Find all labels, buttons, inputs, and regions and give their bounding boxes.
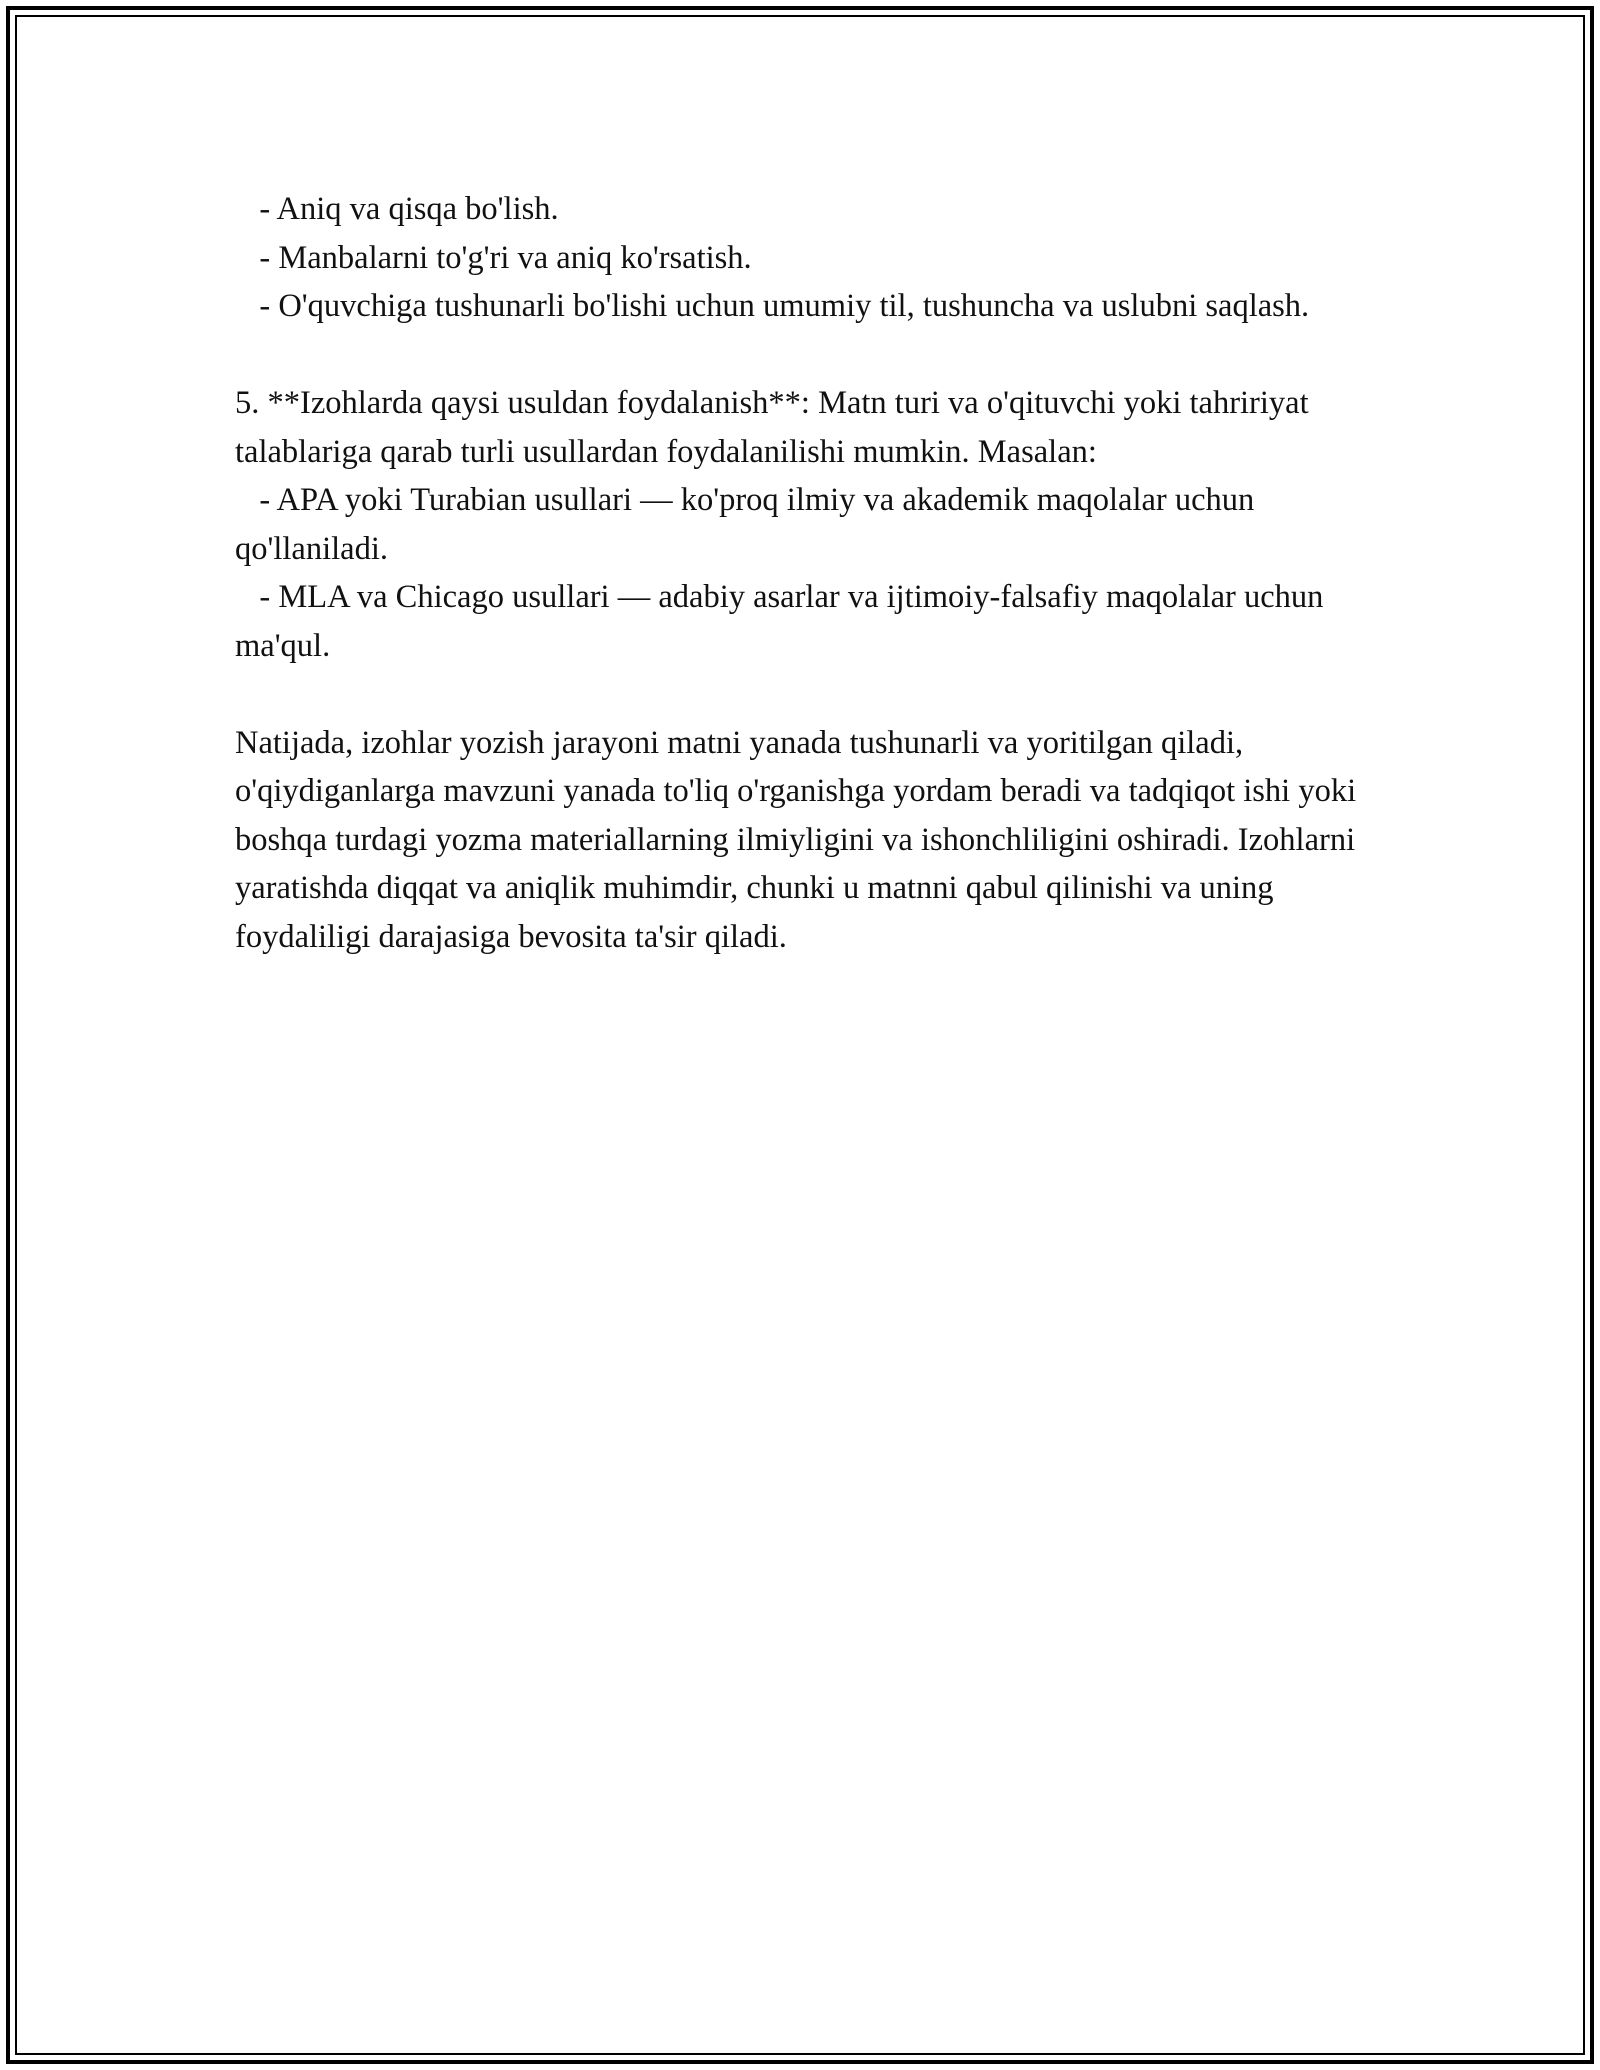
document-body xyxy=(235,185,1385,961)
paragraph-spacer xyxy=(235,670,1385,719)
bullet-item: - Manbalarni to'g'ri va aniq ko'rsatish. xyxy=(235,239,752,276)
numbered-item-5: 5. **Izohlarda qaysi usuldan foydalanish**: Matn turi va o'qituvchi yoki tahririyat talablariga qarab turli usullardan foydalanilishi mumkin. Masalan: xyxy=(235,385,1317,470)
bullet-item: - APA yoki Turabian usullari — ko'proq ilmiy va akademik maqolalar uchun qo'llaniladi. xyxy=(235,482,1263,567)
bullet-item: - MLA va Chicago usullari — adabiy asarlar va ijtimoiy-falsafiy maqolalar uchun ma'qul. xyxy=(235,579,1332,664)
bullet-item: - Aniq va qisqa bo'lish. xyxy=(235,191,559,227)
bullet-item: - O'quvchiga tushunarli bo'lishi uchun umumiy til, tushuncha va uslubni saqlash. xyxy=(235,288,1310,324)
paragraph-spacer xyxy=(235,331,1385,380)
conclusion-paragraph: Natijada, izohlar yozish jarayoni matni yanada tushunarli va yoritilgan qiladi, o'qiydiganlarga mavzuni yanada to'liq o'rganishga yordam beradi va tadqiqot ishi yoki boshqa turdagi yozma materiallarning ilmiyligini va ishonchliligini oshiradi. Izohlarni yaratishda diqqat va aniqlik muhimdir, chunki u matnni qabul qilinishi va uning foydaliligi darajasiga bevosita ta'sir qiladi. xyxy=(235,724,1365,955)
